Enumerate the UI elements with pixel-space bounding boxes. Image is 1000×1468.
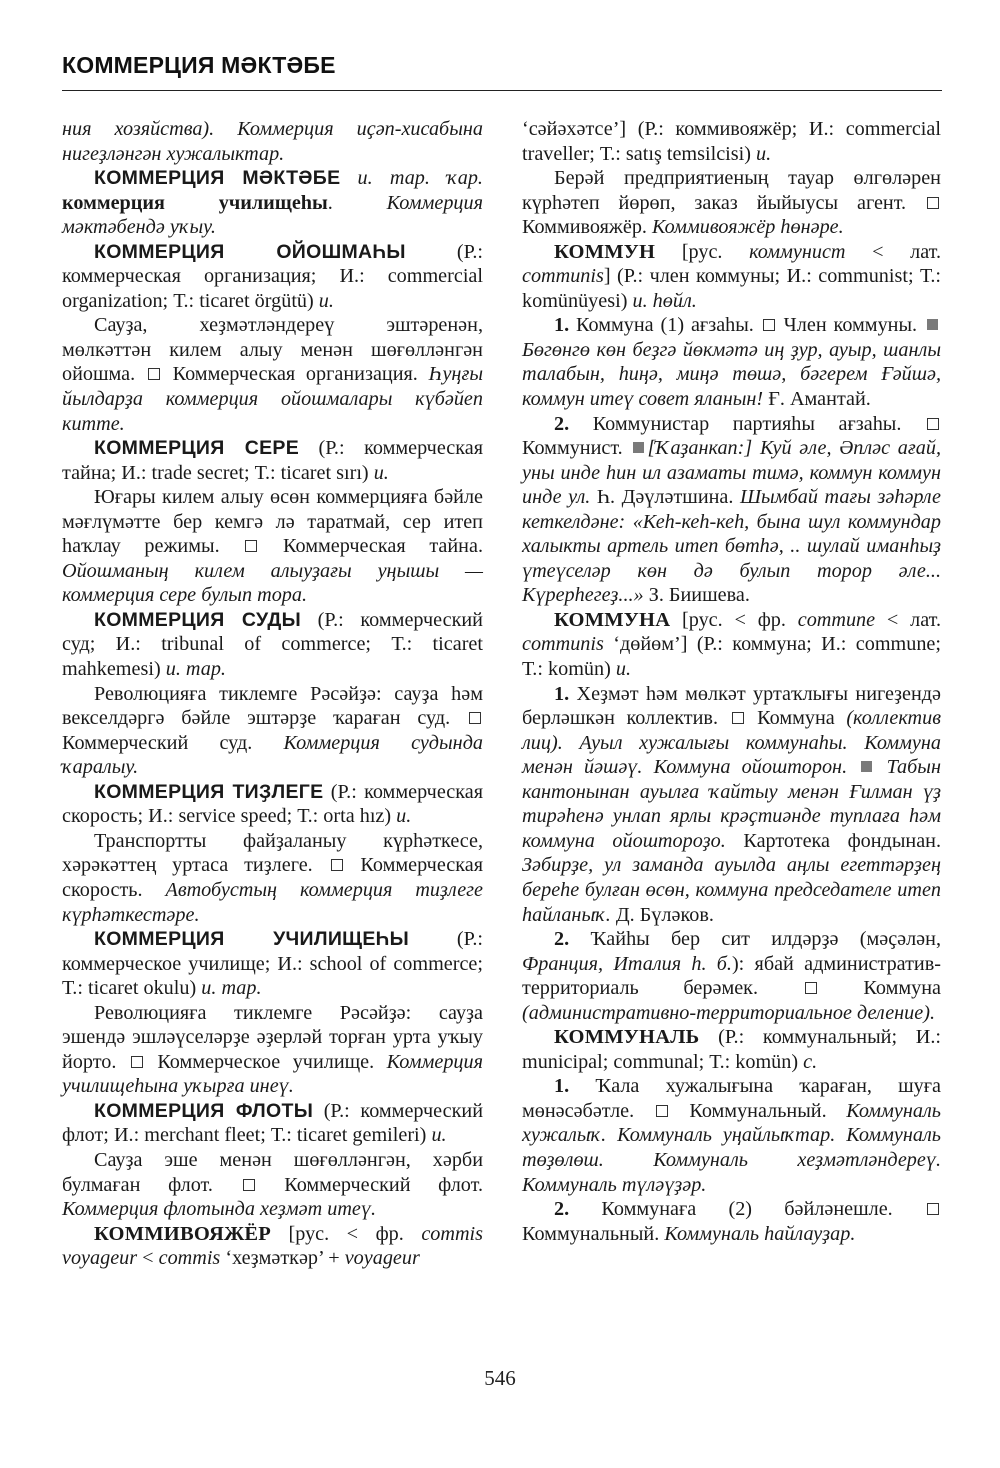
sense: 1. Хеҙмәт һәм мөлкәт уртаҡлығы нигеҙендә берләшкән коллектив. Коммуна (коллектив лиц). Ауыл хужалығы коммунаһы. Коммуна менән йәшәү. Коммуна ойошторон. Табын кантонынан ауылға ҡайтыу менән Ғилман үҙ тирәһенә унлап ярлы крәҫтиәнде туплаға һәм коммуна ойоштороҙо. Картотека фондынан. Зәбирҙе, ул заманда ауылда аңлы егеттәрҙең береһе булған өсөн, коммуна председателе итеп һайланыҡ. Д. Бүләков. [522,682,941,926]
cross-reference: коммерция училищеһы [62,191,328,214]
equivalents: (Р.: коммерческий флот; И.: merchant fleet; Т.: ticaret gemileri) [62,1099,483,1147]
headword: КОММЕРЦИЯ ТИҘЛЕГЕ [94,780,324,803]
quote-text: [Ҡаҙанкап:] Куй әле, Әпләс ағай, уны инде һин ил азаматы тимә, коммун коммун инде ул. [522,437,941,509]
grammar-label: и. тар. [165,658,226,681]
open-square-icon [245,540,257,552]
headword: КОММЕРЦИЯ УЧИЛИЩЕҺЫ [94,928,410,951]
example-text: Коммуналь һайлауҙар. [664,1222,856,1245]
example-text: Ауыл хужалығы коммунаһы. Коммуна менән йәшәү. Коммуна ойошторон. [522,731,941,779]
dictionary-entry [62,240,483,314]
example-text: Коммерция училищеһына уҡырға инеү. [62,1050,483,1098]
equivalents: (Р.: коммерческая организация; И.: commercial organization; Т.: ticaret örgütü) [62,240,483,312]
russian-equivalent: Коммерческая тайна. [259,535,483,558]
russian-equivalent: Коммуна [818,977,941,1000]
definition: Революцияға тиклемге Рәсәйҙә: сауҙа эшендә эшләүселәрҙе әҙерләй торған урта уҡыу йорто. Коммерческое училище. Коммерция училищеһына уҡырға инеү. [62,1001,483,1098]
sense: 2. Коммунаға (2) бәйләнешле. Коммунальный. Коммуналь һайлауҙар. [522,1197,941,1246]
page-number: 546 [484,1366,516,1390]
open-square-icon [148,368,160,380]
example-text: Коммуналь хужалыҡ. Коммуналь уңайлыҡтар. Коммуналь төҙөлөш. Коммуналь хеҙмәтләндереү. Коммуналь түләүҙәр. [522,1099,941,1196]
grammar-label: и. [373,461,389,484]
sense-number: 2. [554,1198,570,1221]
equivalents: (Р.: коммерческий суд; И.: tribunal of commerce; Т.: ticaret mahkemesi) [62,608,483,681]
sense-number: 1. [554,1075,570,1098]
open-square-icon [927,418,939,430]
quote-author: Картотека фондынан. [725,829,941,852]
entry-continuation [62,117,483,166]
grammar-label: и. һөйл. [632,289,697,312]
quote-text: Бөгөнгө көн беҙгә йөкмәтә иң ҙур, ауыр, шанлы талабын, һиңә, миңә төшә, бәгерем Ғәйшә, коммун итеү совет яланын! [522,338,941,411]
russian-equivalent: Коммерческая скорость. [62,854,484,901]
quote-author: Һ. Дәүләтшина. [590,486,740,509]
open-square-icon [131,1056,143,1068]
headword: КОММУН [554,240,656,263]
left-column [62,117,483,1271]
running-head: КОММЕРЦИЯ МӘКТӘБЕ [62,52,336,78]
headword: КОММУНАЛЬ [554,1026,700,1049]
example-text: Коммивояжёр һөнәре. [652,216,844,239]
sense-number: 2. [554,412,570,435]
grammar-label: и. тар. ҡар. [340,167,483,190]
russian-equivalent: Коммерческое училище. [144,1050,387,1073]
example-text: Автобустың коммерция тиҙлеге күрһәткестәре. [62,878,483,926]
russian-equivalent: Коммунальный. [669,1099,847,1122]
example-text: Коммерция судында ҡаралыу. [62,731,484,779]
headword: КОММЕРЦИЯ МӘКТӘБЕ [94,167,341,190]
example-text: Һуңғы йылдарҙа коммерция ойошмалары күбәйеп китте. [62,363,483,435]
quote-text: Зәбирҙе, ул заманда ауылда аңлы егеттәрҙең береһе булған өсөн, коммуна председателе итеп һайланыҡ. [522,854,941,926]
etymology: ‘сәйәхәтсе’] (Р.: коммивояжёр; И.: commercial traveller; Т.: satış temsilcisi) [522,118,941,165]
russian-equivalent: Коммерческий суд. [62,731,284,754]
dictionary-entry [62,436,483,485]
headword: КОММЕРЦИЯ СУДЫ [94,608,302,631]
grammar-label: и. [756,142,772,165]
quote-text: Табын кантонынан ауылға ҡайтыу менән Ғилман үҙ тирәһенә унлап ярлы крәҫтиәнде туплаға һәм коммуна ойоштороҙо. [522,756,941,852]
dictionary-entry [62,927,483,1001]
russian-equivalent: Коммерческая организация. [161,363,429,386]
equivalents: (Р.: коммунальный; И.: municipal; communal; Т.: komün) [522,1026,941,1073]
open-square-icon [656,1105,668,1117]
dictionary-entry [62,1099,483,1148]
grammar-label: и. [431,1124,447,1147]
header-rule [62,90,942,91]
grammar-label: и. тар. [201,977,262,1000]
sense: 2. Коммунистар партияһы ағзаһы. Коммунист. [Ҡаҙанкап:] Куй әле, Әпләс ағай, уны инде һин ил азаматы тимә, коммун коммун инде ул. Һ. Дәүләтшина. Шымбай тағы зәһәрле кеткелдәне: «Кеһ-кеһ-кеһ, бына шул коммундар халыкты артель итеп бөтһә, .. шулай иманһыҙ үтеүселәр көн дә булып торор әле... Күрерһегеҙ...» З. Биишева. [522,412,941,607]
sense: 1. Коммуна (1) ағзаһы. Член коммуны. Бөгөнгө көн беҙгә йөкмәтә иң ҙур, ауыр, шанлы талабын, һиңә, миңә төшә, бәгерем Ғәйшә, коммун итеү совет яланын! Ғ. Амантай. [522,314,941,411]
open-square-icon [805,982,817,994]
open-square-icon [763,319,775,331]
sense-number: 2. [554,928,570,951]
headword: КОММЕРЦИЯ СЕРЕ [94,437,300,460]
open-square-icon [331,859,343,871]
quote-text: Шымбай тағы зәһәрле кеткелдәне: «Кеһ-кеһ-кеһ, бына шул коммундар халыкты артель итеп бөтһә, .. шулай иманһыҙ үтеүселәр көн дә булып торор әле... Күрерһегеҙ...» [522,486,941,607]
dictionary-entry: КОММЕРЦИЯ МӘКТӘБЕ и. тар. ҡар. коммерция училищеһы. Коммерция мәктәбендә уҡыу. [62,167,483,239]
filled-square-icon [927,319,938,330]
example-text: Коммерция мәктәбендә уҡыу. [62,191,483,239]
russian-equivalent: Коммунальный. [522,1222,665,1245]
example-text: Коммерция флотында хеҙмәт итеү. [62,1198,377,1221]
headword: КОММЕРЦИЯ ОЙОШМАҺЫ [94,240,406,263]
headword: КОММИВОЯЖЁР [94,1222,272,1245]
grammar-label: и. [318,289,334,312]
sense: 2. Ҡайһы бер сит илдәрҙә (мәҫәлән, Франция, Италия һ. б.): ябай административ-территориаль берәмек. Коммуна (административно-территориальное деление). [522,928,941,1024]
definition: Сауҙа, хеҙмәтләндереү эштәренән, мөлкәттән килем алыу менән шөғөлләнгән ойошма. Коммерческая организация. Һуңғы йылдарҙа коммерция ойошмалары күбәйеп китте. [62,314,483,435]
dictionary-entry [522,1025,941,1074]
russian-equivalent: Коммуна [745,707,847,730]
dictionary-entry: КОММУН [рус. коммунист < лат. communis] (Р.: член коммуны; И.: communist; Т.: komünüyesi) и. һөйл. [522,240,942,312]
filled-square-icon [633,442,644,453]
russian-equivalent: Коммунист. [522,437,631,460]
quote-author: Ғ. Амантай. [763,388,871,411]
definition: Берәй предприятиеның тауар өлгөләрен күрһәтеп йөрөп, заказ йыйыусы агент. Коммивояжёр. Коммивояжёр һөнәре. [522,167,941,239]
definition: Транспортты файҙаланыу күрһәткесе, хәрәкәттең уртаса тиҙлеге. Коммерческая скорость. Автобустың коммерция тиҙлеге күрһәткестәре. [62,829,484,926]
quote-author: З. Биишева. [643,584,750,607]
dictionary-entry [62,780,483,829]
sense-number: 1. [554,314,570,337]
definition: Сауҙа эше менән шөғөлләнгән, хәрби булмаған флот. Коммерческий флот. Коммерция флотында хеҙмәт итеү. [62,1148,483,1221]
filled-square-icon [861,761,872,772]
grammar-label: с. [803,1050,818,1073]
grammar-label: и. [615,658,631,681]
equivalents: (Р.: коммерческая тайна; И.: trade secret; Т.: ticaret sırı) [62,437,483,484]
equivalents: (Р.: коммерческая скорость; И.: service speed; Т.: orta hız) [62,780,483,828]
open-square-icon [243,1179,255,1191]
definition: Революцияға тиклемге Рәсәйҙә: сауҙа һәм векселдәргә бәйле эштәрҙе ҡараған суд. Коммерческий суд. Коммерция судында ҡаралыу. [62,682,484,779]
russian-equivalent: Член коммуны. [776,314,924,337]
dictionary-entry: КОММИВОЯЖЁР [рус. < фр. commis voyageur < commis ‘хеҙмәткәр’ + voyageur [62,1222,483,1270]
equivalents: (Р.: коммерческое училище; И.: school of commerce; Т.: ticaret okulu) [62,928,483,1000]
open-square-icon [469,712,481,724]
russian-equivalent: Коммивояжёр. [522,216,653,239]
definition: Юғары килем алыу өсөн коммерцияға бәйле мәғлүмәтте бер кемгә лә таратмай, сер итеп һаҡлау режимы. Коммерческая тайна. Ойошманың килем алыуҙағы уңышы — коммерция сере булып тора. [62,486,483,607]
example-text: Ойошманың килем алыуҙағы уңышы — коммерция сере булып тора. [62,559,483,607]
grammar-label: и. [396,805,412,828]
dictionary-entry [62,608,483,682]
quote-author: Д. Бүләков. [610,903,714,926]
etymology: [рус. < фр. [271,1222,422,1245]
sense: 1. Ҡала хужалығына ҡараған, шуға мөнәсәбәтле. Коммунальный. Коммуналь хужалыҡ. Коммуналь уңайлыҡтар. Коммуналь төҙөлөш. Коммуналь хеҙмәтләндереү. Коммуналь түләүҙәр. [522,1075,941,1196]
russian-equivalent: Коммерческий флот. [256,1173,483,1196]
open-square-icon [927,1203,939,1215]
entry-continuation [522,117,941,166]
sense-number: 1. [554,682,570,705]
example-text: ния хозяйства). Коммерция иҫәп-хисабына нигеҙләнгән хужалыктар. [62,118,483,165]
open-square-icon [732,712,744,724]
open-square-icon [927,197,939,209]
dictionary-entry: КОММУНА [рус. < фр. commune < лат. communis ‘дөйөм’] (Р.: коммуна; И.: commune; Т.: komün) и. [522,608,941,681]
right-column [522,117,941,1246]
headword: КОММЕРЦИЯ ФЛОТЫ [94,1099,314,1122]
headword: КОММУНА [554,608,671,631]
